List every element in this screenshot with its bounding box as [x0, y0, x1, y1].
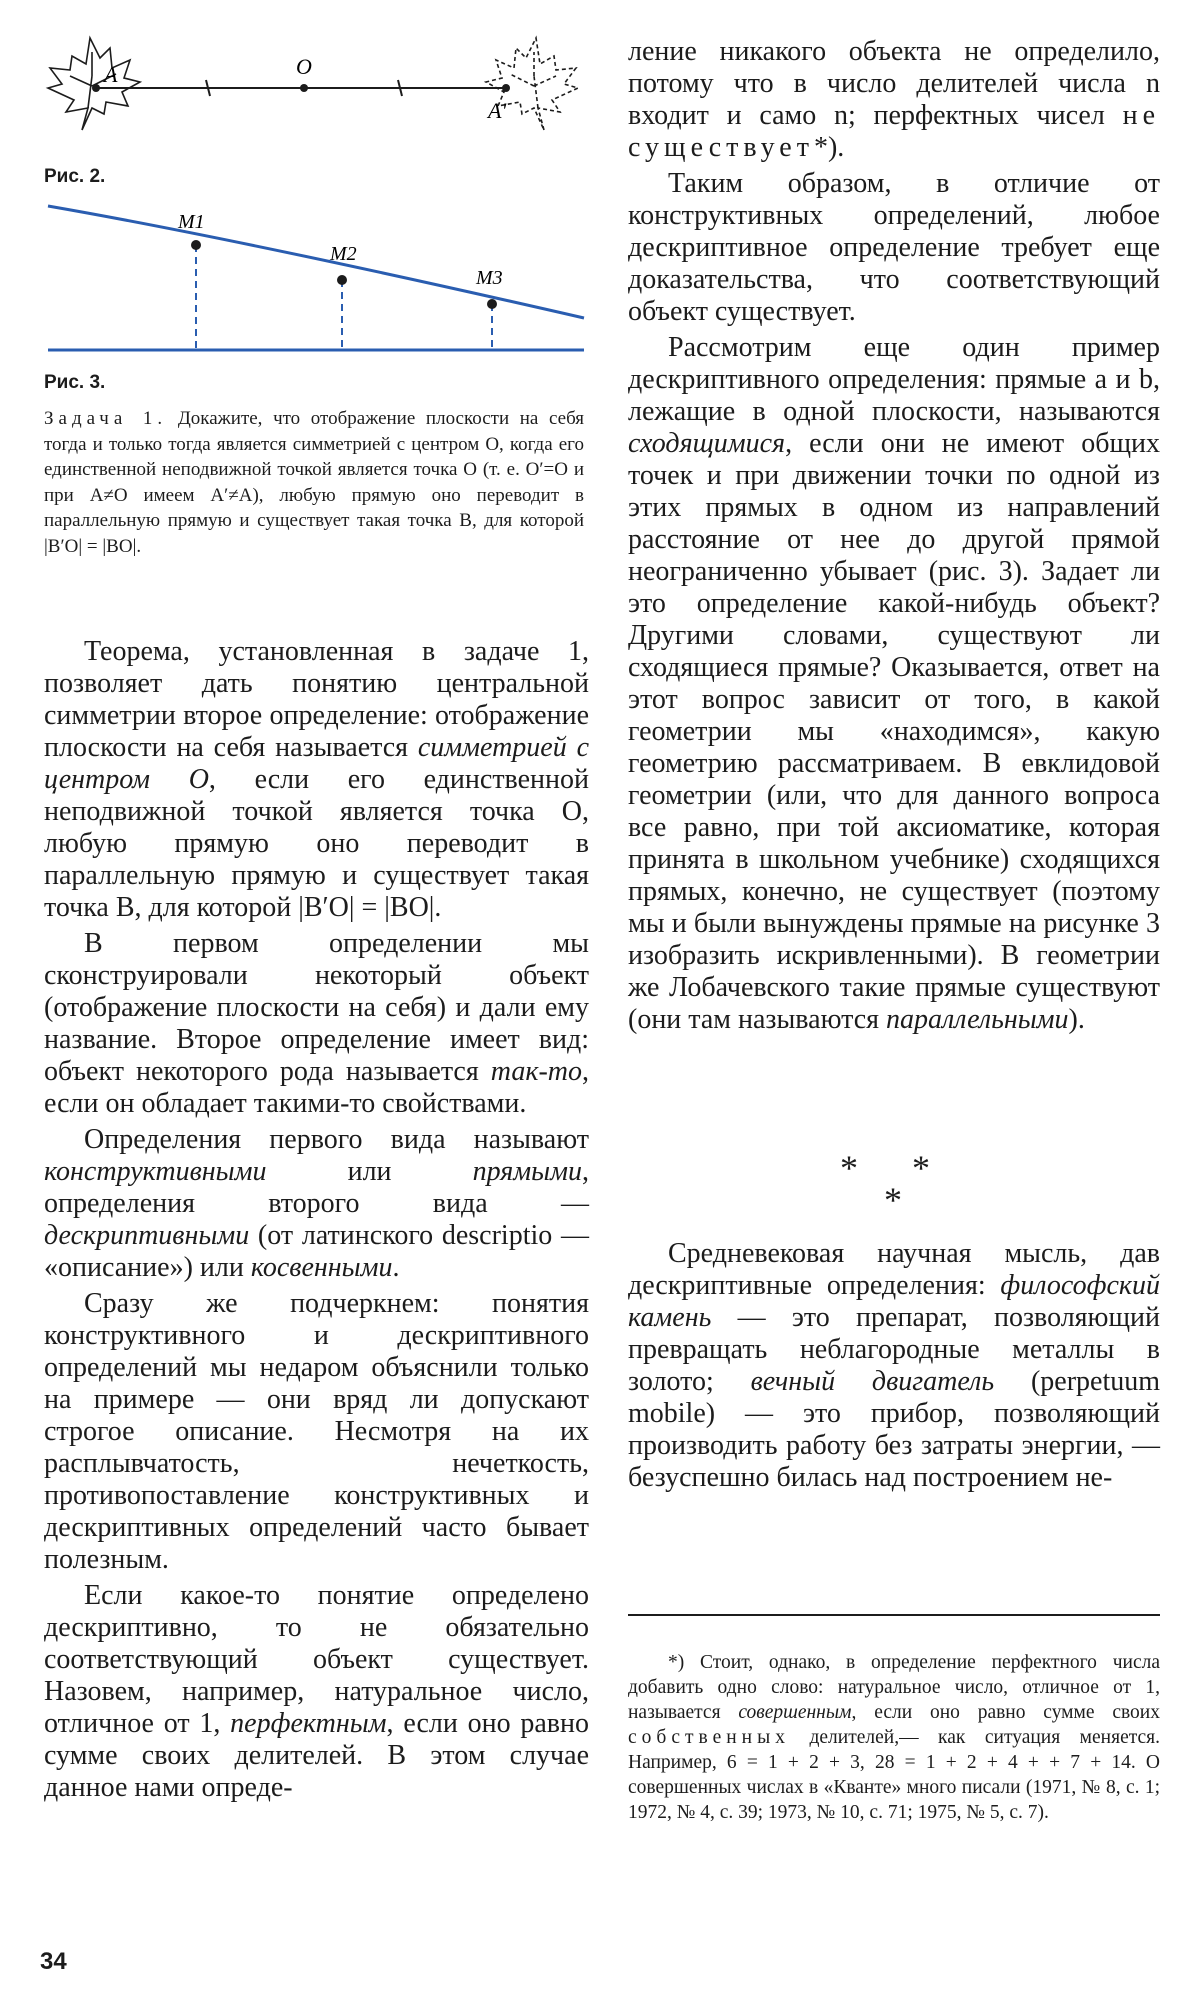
footnote-rule: [628, 1614, 1160, 1616]
point-m1: [191, 240, 201, 250]
label-o: O: [296, 54, 312, 79]
maple-leaf-left-icon: [48, 38, 140, 130]
right-body: [628, 36, 1160, 1036]
problem-text: Докажите, что отображение плоскости на себя тогда и только тогда является симметрией с центром O, когда его единственной неподвижной точкой является точка O (т. е. O′=O и при A≠O имеем A′≠A), любую прямую оно переводит в параллельную прямую и существует такая точка B, для которой |B′O| = |BO|.: [44, 408, 585, 557]
right-paragraph-1: ление никакого объекта не определило, потому что в число делителей числа n входит и само n; перфектных чисел не существует*).: [628, 36, 1160, 163]
label-m2: M2: [330, 243, 357, 265]
label-m1: M1: [178, 211, 205, 233]
left-paragraph-4: Сразу же подчеркнем: понятия конструктивного и дескриптивного определений мы недаром объяснили только на примере — они вряд ли допускают строгое описание. Несмотря на их расплывчатость, нечеткость, противопоставление конструктивных и дескриптивных определений часто бывает полезным.: [44, 1288, 589, 1575]
figure-3-caption: Рис. 3.: [44, 372, 106, 393]
section-divider-stars-top: * *: [840, 1148, 930, 1188]
left-body: [44, 636, 589, 1804]
footnote: *) Стоит, однако, в определение перфектного числа добавить одно слово: натуральное число, отличное от 1, называется совершенным, если оно равно сумме своих собственных делителей,— как ситуация меняется. Например, 6 = 1 + 2 + 3, 28 = 1 + 2 + 4 + + 7 + 14. О совершенных числах в «Кванте» много писали (1971, № 8, с. 1; 1972, № 4, с. 39; 1973, № 10, с. 71; 1975, № 5, с. 7).: [628, 1652, 1160, 1823]
left-paragraph-2: В первом определении мы сконструировали некоторый объект (отображение плоскости на себя) и дали ему название. Второе определение имеет вид: объект некоторого рода называется так-то, если он обладает такими-то свойствами.: [44, 928, 589, 1119]
left-paragraph-5: Если какое-то понятие определено дескриптивно, то не обязательно соответствующий объект существует. Назовем, например, натуральное число, отличное от 1, перфектным, если оно равно сумме своих делителей. В этом случае данное нами опреде-: [44, 1580, 589, 1803]
right-body-2: [628, 1238, 1160, 1494]
figure-3: [44, 200, 589, 360]
converging-curve: [48, 206, 584, 318]
right-paragraph-4: Средневековая научная мысль, дав дескриптивные определения: философский камень — это препарат, позволяющий превращать неблагородные металлы в золото; вечный двигатель (perpetuum mobile) — это прибор, позволяющий производить работу без затраты энергии, — безуспешно билась над построением не-: [628, 1238, 1160, 1493]
left-paragraph-3: Определения первого вида называют конструктивными или прямыми, определения второго вида — дескриптивными (от латинского descriptio — «описание») или косвенными.: [44, 1124, 589, 1283]
point-m2: [337, 275, 347, 285]
problem-1: [44, 406, 584, 559]
point-a: [92, 84, 100, 92]
left-paragraph-1: Теорема, установленная в задаче 1, позволяет дать понятию центральной симметрии второе определение: отображение плоскости на себя называется симметрией с центром O, если его единственной неподвижной точкой является точка O, любую прямую оно переводит в параллельную прямую и существует такая точка B, для которой |B′O| = |BO|.: [44, 636, 589, 923]
label-a: A: [104, 62, 118, 87]
problem-label: Задача 1.: [44, 408, 168, 429]
point-m3: [487, 299, 497, 309]
figure-2-caption: Рис. 2.: [44, 166, 106, 187]
page-number: 34: [40, 1948, 67, 1975]
figure-2: [44, 30, 589, 140]
right-paragraph-2: Таким образом, в отличие от конструктивных определений, любое дескриптивное определение требует еще доказательства, что соответствующий объект существует.: [628, 168, 1160, 327]
label-a-prime: A': [488, 98, 507, 123]
point-o: [300, 84, 308, 92]
point-a-prime: [502, 84, 510, 92]
right-paragraph-3: Рассмотрим еще один пример дескриптивного определения: прямые a и b, лежащие в одной плоскости, называются сходящимися, если они не имеют общих точек и при движении точки по одной из этих прямых в одном из направлений расстояние от нее до другой прямой неограниченно убывает (рис. 3). Задает ли это определение какой-нибудь объект? Другими словами, существуют ли сходящиеся прямые? Оказывается, ответ на этот вопрос зависит от того, в какой геометрии мы «находимся», какую геометрию рассматриваем. В евклидовой геометрии (или, что для данного вопроса все равно, при той аксиоматике, которая принята в школьном учебнике) сходящихся прямых, конечно, не существует (поэтому мы и были вынуждены прямые на рисунке 3 изобразить искривленными). В геометрии же Лобачевского такие прямые существуют (они там называются параллельными).: [628, 332, 1160, 1035]
section-divider-stars-bottom: *: [884, 1180, 902, 1220]
label-m3: M3: [476, 267, 503, 289]
